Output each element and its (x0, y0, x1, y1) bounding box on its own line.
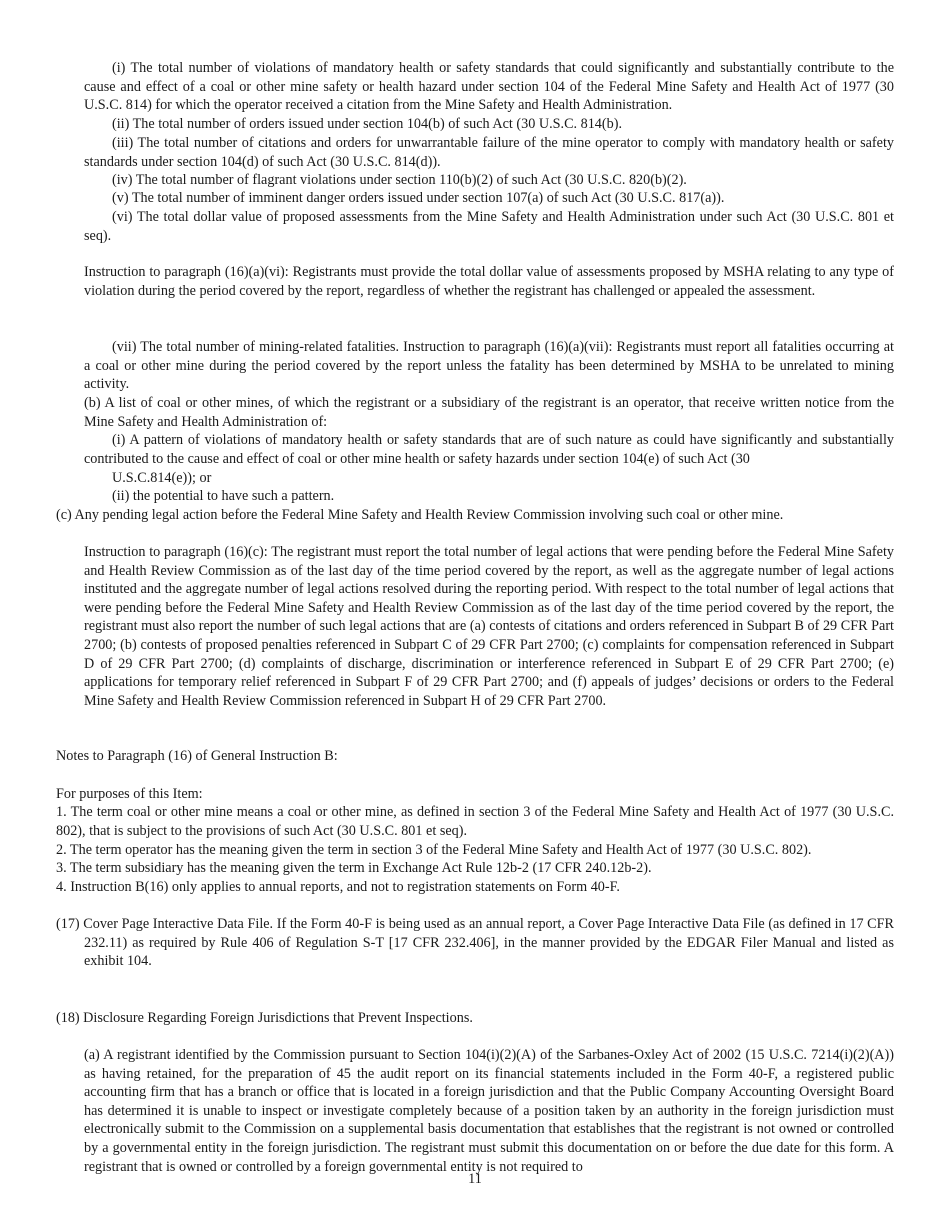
paragraph-a-ii: (ii) The total number of orders issued under section 104(b) of such Act (30 U.S.C. 814(b). (112, 116, 622, 132)
note-2: 2. The term operator has the meaning given the term in section 3 of the Federal Mine Safety and Health Act of 1977 (30 U.S.C. 802). (56, 842, 812, 858)
paragraph-b-i-cont: U.S.C.814(e)); or (112, 470, 212, 486)
paragraph-a-i: (i) The total number of violations of mandatory health or safety standards that could significantly and substantially contribute to the cause and effect of a coal or other mine safety or health hazard under section 104 of the Federal Mine Safety and Health Act of 1977 (30 U.S.C. 814) for which the operator received a citation from the Mine Safety and Health Administration. (84, 60, 894, 114)
paragraph-b-i-line1: (i) A pattern of violations of mandatory health or safety standards that are of such nature as could have significantly and substantially contributed to the cause and effect of coal or other mine health or safety hazards under section 104(e) of such Act (30 (84, 432, 894, 467)
paragraph-b: (b) A list of coal or other mines, of which the registrant or a subsidiary of the registrant is an operator, that receive written notice from the Mine Safety and Health Administration of: (84, 395, 894, 430)
paragraph-a-vii: (vii) The total number of mining-related fatalities. Instruction to paragraph (16)(a)(vii): Registrants must report all fatalities occurring at a coal or other mine during the period covered by the report unless the fatality has been determined by MSHA to be unrelated to mining activity. (84, 339, 894, 393)
note-1: 1. The term coal or other mine means a coal or other mine, as defined in section 3 of the Federal Mine Safety and Health Act of 1977 (30 U.S.C. 802), that is subject to the provisions of such Act (30 U.S.C. 801 et seq). (56, 804, 894, 839)
paragraph-a-iii: (iii) The total number of citations and orders for unwarrantable failure of the mine operator to comply with mandatory health or safety standards under section 104(d) of such Act (30 U.S.C. 814(d)). (84, 135, 894, 170)
paragraph-b-i (84, 431, 894, 468)
item-17: (17) Cover Page Interactive Data File. If the Form 40-F is being used as an annual report, a Cover Page Interactive Data File (as defined in 17 CFR 232.11) as required by Rule 406 of Regulation S-T [17 CFR 232.406], in the manner provided by the EDGAR Filer Manual and listed as exhibit 104. (56, 916, 894, 970)
notes-heading: Notes to Paragraph (16) of General Instruction B: (56, 748, 338, 764)
instruction-c: Instruction to paragraph (16)(c): The registrant must report the total number of legal actions that were pending before the Federal Mine Safety and Health Review Commission as of the last day of the time period covered by the report, as well as the aggregate number of legal actions instituted and the aggregate number of legal actions resolved during the reporting period. With respect to the total number of legal actions that were pending before the Federal Mine Safety and Health Review Commission as of the last day of the time period covered by the report, the registrant must also report the number of such legal actions that are (a) contests of citations and orders referenced in Subpart B of 29 CFR Part 2700; (b) contests of proposed penalties referenced in Subpart C of 29 CFR Part 2700; (c) complaints for compensation referenced in Subpart D of 29 CFR Part 2700; (d) complaints of discharge, discrimination or interference referenced in Subpart E of 29 CFR Part 2700; (e) applications for temporary relief referenced in Subpart F of 29 CFR Part 2700; and (f) appeals of judges’ decisions or orders to the Federal Mine Safety and Health Review Commission referenced in Subpart H of 29 CFR Part 2700. (84, 544, 894, 709)
note-3: 3. The term subsidiary has the meaning given the term in Exchange Act Rule 12b-2 (17 CFR 240.12b-2). (56, 860, 652, 876)
item-18-heading: (18) Disclosure Regarding Foreign Jurisdictions that Prevent Inspections. (56, 1010, 473, 1026)
paragraph-a-iv: (iv) The total number of flagrant violations under section 110(b)(2) of such Act (30 U.S.C. 820(b)(2). (112, 172, 687, 188)
paragraph-c: (c) Any pending legal action before the Federal Mine Safety and Health Review Commission involving such coal or other mine. (56, 507, 784, 523)
notes-purposes: For purposes of this Item: (56, 786, 203, 802)
paragraph-a-vi: (vi) The total dollar value of proposed assessments from the Mine Safety and Health Administration under such Act (30 U.S.C. 801 et seq). (84, 209, 894, 244)
page-number: 11 (468, 1171, 482, 1187)
paragraph-b-ii: (ii) the potential to have such a pattern. (112, 488, 335, 504)
paragraph-a-v: (v) The total number of imminent danger orders issued under section 107(a) of such Act (30 U.S.C. 817(a)). (112, 190, 725, 206)
note-4: 4. Instruction B(16) only applies to annual reports, and not to registration statements on Form 40-F. (56, 879, 620, 895)
instruction-a-vi: Instruction to paragraph (16)(a)(vi): Registrants must provide the total dollar value of assessments proposed by MSHA relating to any type of violation during the period covered by the report, regardless of whether the registrant has challenged or appealed the assessment. (84, 264, 894, 299)
item-18-a: (a) A registrant identified by the Commission pursuant to Section 104(i)(2)(A) of the Sarbanes-Oxley Act of 2002 (15 U.S.C. 7214(i)(2)(A)) as having retained, for the preparation of 45 the audit report on its financial statements included in the Form 40-F, a registered public accounting firm that has a branch or office that is located in a foreign jurisdiction and that the Public Company Accounting Oversight Board has determined it is unable to inspect or investigate completely because of a position taken by an authority in the foreign jurisdiction must electronically submit to the Commission on a supplemental basis documentation that establishes that the registrant is not owned or controlled by a governmental entity in the foreign jurisdiction. The registrant must submit this documentation on or before the due date for this form. A registrant that is owned or controlled by a foreign governmental entity is not required to (84, 1047, 894, 1175)
